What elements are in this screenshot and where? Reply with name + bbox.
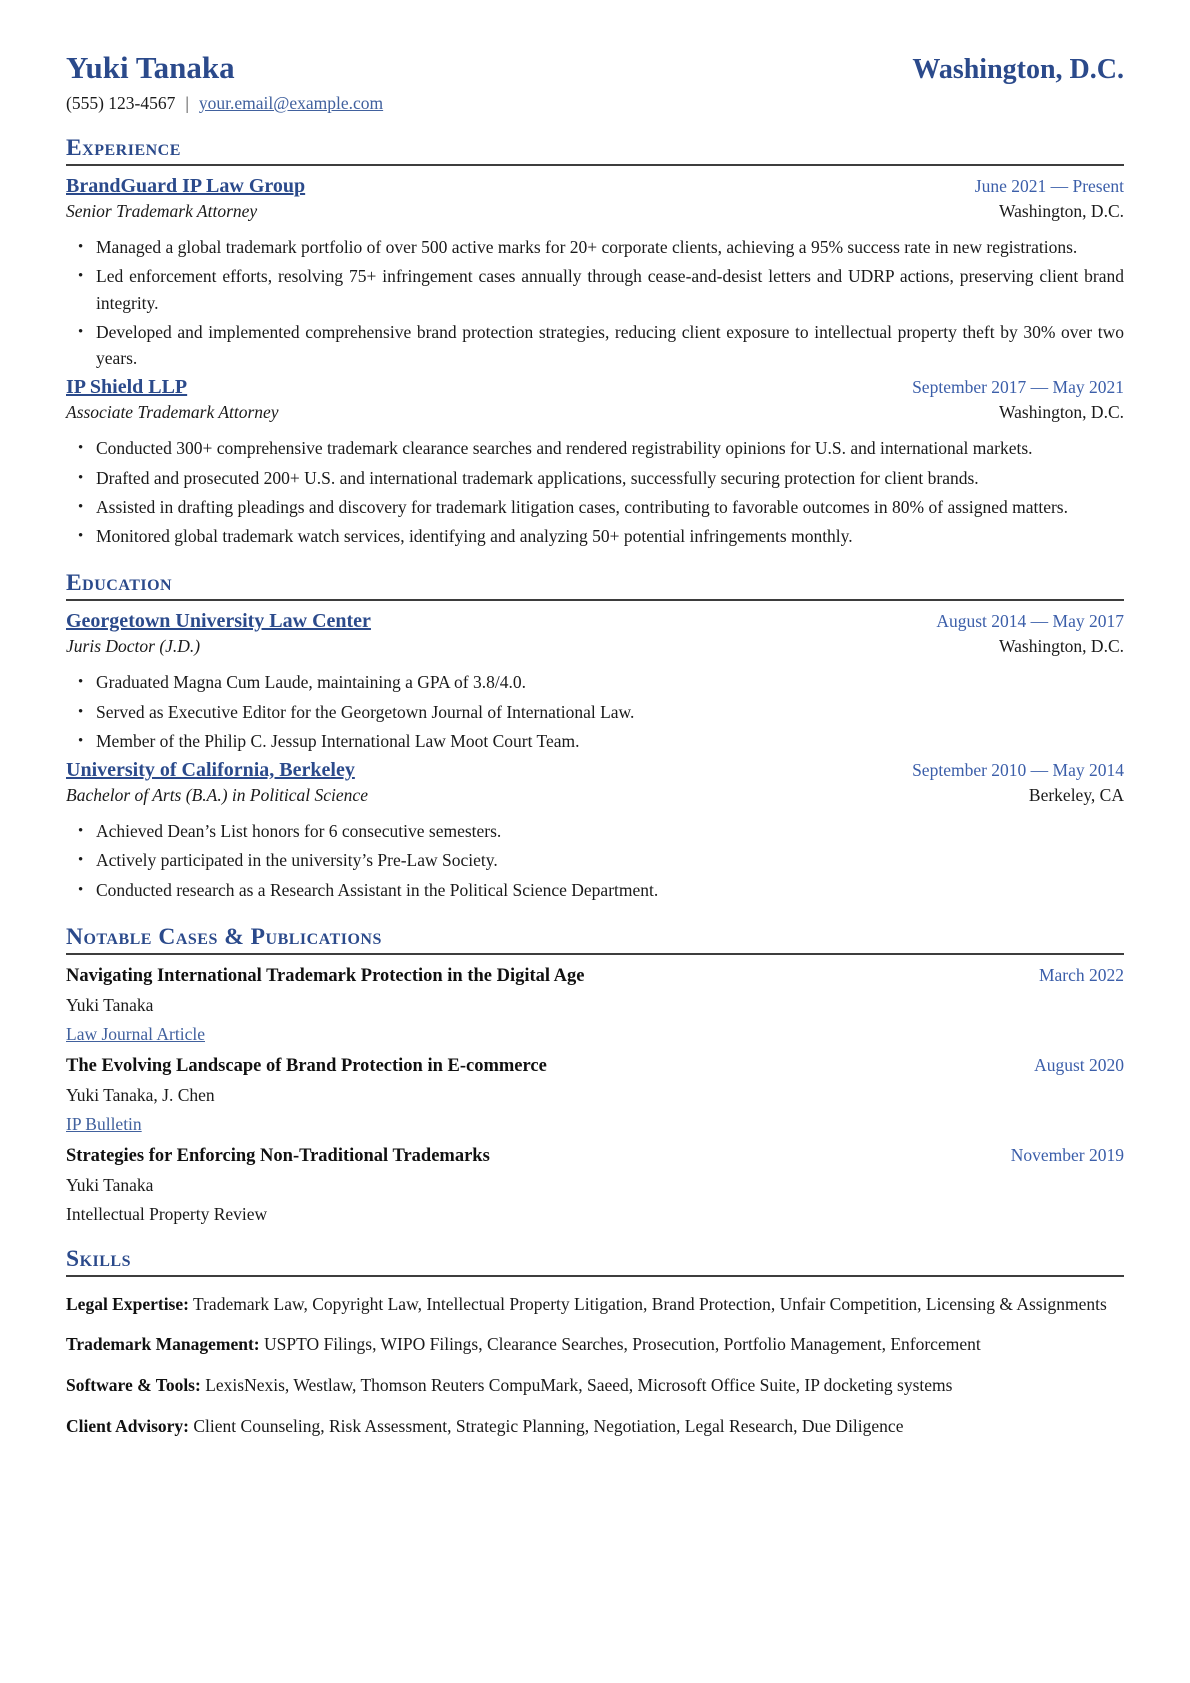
school-bullet-list xyxy=(66,669,1124,754)
job-entry xyxy=(66,376,1124,549)
publication-venue-link[interactable]: Law Journal Article xyxy=(66,1023,205,1044)
skill-label: Client Advisory: xyxy=(66,1415,189,1436)
skill-text: LexisNexis, Westlaw, Thomson Reuters CompuMark, Saeed, Microsoft Office Suite, IP docketing systems xyxy=(205,1374,953,1395)
company-link[interactable]: BrandGuard IP Law Group xyxy=(66,175,306,197)
skill-line xyxy=(66,1413,1124,1440)
job-entry xyxy=(66,175,1124,371)
publication-venue-link[interactable]: IP Bulletin xyxy=(66,1113,142,1134)
contact-separator: | xyxy=(185,93,189,113)
school-bullet-list xyxy=(66,818,1124,903)
job-location: Washington, D.C. xyxy=(999,201,1124,221)
job-dates: June 2021 — Present xyxy=(974,176,1124,196)
job-bullet: • Monitored global trademark watch services, identifying and analyzing 50+ potential infringements monthly. xyxy=(96,523,1124,549)
job-bullet: • Led enforcement efforts, resolving 75+ infringement cases annually through cease-and-desist letters and UDRP actions, preserving client brand integrity. xyxy=(96,263,1124,316)
school-entry xyxy=(66,759,1124,903)
contact-row xyxy=(66,93,1124,114)
job-bullet: • Drafted and prosecuted 200+ U.S. and international trademark applications, successfully securing protection for client brands. xyxy=(96,465,1124,491)
publication-title: The Evolving Landscape of Brand Protection in E-commerce xyxy=(66,1055,547,1076)
publication-authors: Yuki Tanaka, J. Chen xyxy=(66,1084,215,1105)
school-bullet: • Graduated Magna Cum Laude, maintaining a GPA of 3.8/4.0. xyxy=(96,669,1124,695)
school-degree: Bachelor of Arts (B.A.) in Political Science xyxy=(66,785,368,805)
job-bullet: • Developed and implemented comprehensive brand protection strategies, reducing client exposure to intellectual property theft by 30% over two years. xyxy=(96,319,1124,372)
skill-line xyxy=(66,1291,1124,1318)
publication-authors: Yuki Tanaka xyxy=(66,1174,154,1195)
publication-entry xyxy=(66,1145,1124,1225)
job-dates: September 2017 — May 2021 xyxy=(912,377,1124,398)
publication-venue: Intellectual Property Review xyxy=(66,1203,268,1224)
skill-text: Trademark Law, Copyright Law, Intellectual Property Litigation, Brand Protection, Unfair Competition, Licensing & Assignments xyxy=(193,1293,1107,1314)
job-location: Washington, D.C. xyxy=(999,402,1124,423)
school-location: Berkeley, CA xyxy=(1028,785,1124,805)
skill-label: Software & Tools: xyxy=(66,1374,201,1395)
section-title-education: Education xyxy=(66,570,1124,601)
job-bullet: • Conducted 300+ comprehensive trademark clearance searches and rendered registrability opinions for U.S. and international markets. xyxy=(96,435,1124,461)
publication-date: November 2019 xyxy=(1010,1144,1124,1165)
publication-title: Navigating International Trademark Protection in the Digital Age xyxy=(66,965,585,986)
school-bullet: • Conducted research as a Research Assistant in the Political Science Department. xyxy=(96,877,1124,903)
header-location: Washington, D.C. xyxy=(912,54,1124,85)
school-link[interactable]: University of California, Berkeley xyxy=(66,759,355,781)
job-role: Senior Trademark Attorney xyxy=(66,201,258,221)
school-location: Washington, D.C. xyxy=(999,636,1124,657)
skill-text: Client Counseling, Risk Assessment, Strategic Planning, Negotiation, Legal Research, Due Diligence xyxy=(193,1415,904,1436)
school-dates: September 2010 — May 2014 xyxy=(912,760,1124,780)
job-bullet-list xyxy=(66,435,1124,549)
email-link[interactable]: your.email@example.com xyxy=(198,93,384,113)
job-bullet: • Managed a global trademark portfolio of over 500 active marks for 20+ corporate clients, achieving a 95% success rate in new registrations. xyxy=(96,234,1124,260)
section-title-skills: Skills xyxy=(66,1246,1124,1277)
publication-date: March 2022 xyxy=(1038,964,1124,985)
resume-header xyxy=(66,50,1124,86)
publication-entry xyxy=(66,1055,1124,1135)
job-bullet: • Assisted in drafting pleadings and discovery for trademark litigation cases, contributing to favorable outcomes in 80% of assigned matters. xyxy=(96,494,1124,520)
school-dates: August 2014 — May 2017 xyxy=(936,611,1124,632)
publication-date: August 2020 xyxy=(1034,1054,1124,1075)
job-bullet-list xyxy=(66,234,1124,371)
publication-title: Strategies for Enforcing Non-Traditional Trademarks xyxy=(66,1145,490,1166)
school-entry xyxy=(66,610,1124,754)
skill-text: USPTO Filings, WIPO Filings, Clearance Searches, Prosecution, Portfolio Management, Enforcement xyxy=(263,1334,981,1355)
school-bullet: • Served as Executive Editor for the Georgetown Journal of International Law. xyxy=(96,699,1124,725)
resume-name: Yuki Tanaka xyxy=(66,50,235,85)
school-bullet: • Achieved Dean’s List honors for 6 consecutive semesters. xyxy=(96,818,1124,844)
section-title-experience: Experience xyxy=(66,135,1124,166)
publication-authors: Yuki Tanaka xyxy=(66,994,154,1015)
school-bullet: • Actively participated in the university’s Pre-Law Society. xyxy=(96,847,1124,873)
skill-label: Legal Expertise: xyxy=(66,1293,189,1314)
publication-entry xyxy=(66,965,1124,1045)
school-link[interactable]: Georgetown University Law Center xyxy=(66,610,371,633)
school-degree: Juris Doctor (J.D.) xyxy=(66,636,201,657)
phone-number: (555) 123-4567 xyxy=(66,93,176,113)
school-bullet: • Member of the Philip C. Jessup International Law Moot Court Team. xyxy=(96,728,1124,754)
skill-line xyxy=(66,1331,1124,1358)
company-link[interactable]: IP Shield LLP xyxy=(66,376,188,399)
section-title-publications: Notable Cases & Publications xyxy=(66,924,1124,955)
skill-line xyxy=(66,1372,1124,1399)
skill-label: Trademark Management: xyxy=(66,1334,260,1355)
job-role: Associate Trademark Attorney xyxy=(66,402,279,423)
